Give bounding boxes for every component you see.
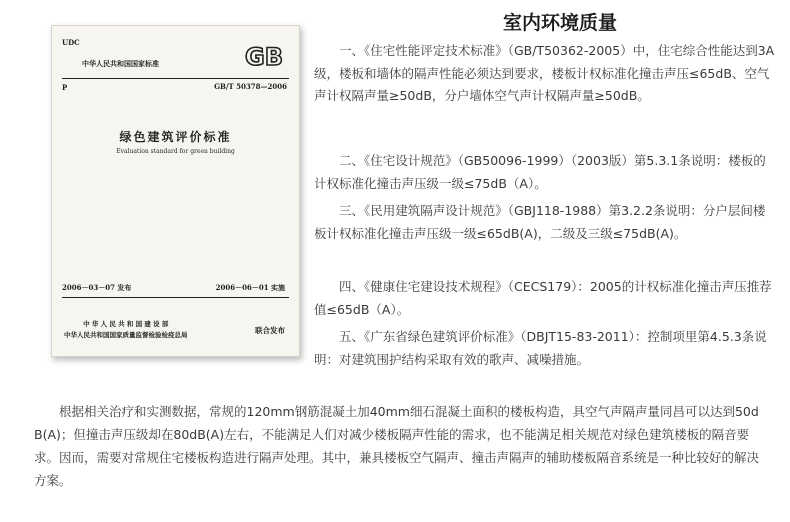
standard-item-3: 三、《民用建筑隔声设计规范》（GBJ118-1988）第3.2.2条说明：分户层间楼板计权标准化撞击声压级一级≤65dB(A)，二级及三级≤75dB(A)。 xyxy=(314,203,766,241)
cover-divider-bottom xyxy=(62,297,289,298)
cover-issuer-1: 中 华 人 民 共 和 国 建 设 部 xyxy=(83,320,169,328)
conclusion-paragraph: 根据相关治疗和实测数据，常规的120mm钢筋混凝土加40mm细石混凝土面积的楼板构造，具空气声隔声量同昌可以达到50dB(A)；但撞击声压级却在80dB(A)左右，不能满足人们对减少楼板隔声性能的需求，也不能满足相关规范对绿色建筑楼板的隔音要求。因而，需要对常规住宅楼板构造进行隔声处理。其中，兼具楼板空气隔声、撞击声隔声的辅助楼板隔音系统是一种比较好的解决方案。 xyxy=(34,404,760,488)
svg-text:GB: GB xyxy=(245,43,283,71)
cover-udc: UDC xyxy=(62,38,80,47)
standard-item-1: 一、《住宅性能评定技术标准》（GB/T50362-2005）中，住宅综合性能达到3A级，楼板和墙体的隔声性能必须达到要求，楼板计权标准化撞击声压≤65dB、空气声计权隔声量≥50dB，分户墙体空气声计权隔声量≥50dB。 xyxy=(314,43,775,103)
section-heading: 室内环境质量 xyxy=(502,12,617,34)
gb-logo xyxy=(243,41,285,71)
cover-title: 绿色建筑评价标准 xyxy=(119,130,232,144)
cover-category: P xyxy=(62,83,68,92)
cover-issuer-2: 中华人民共和国国家质量监督检验检疫总局 xyxy=(64,331,188,339)
cover-title-english: Evaluation standard for green building xyxy=(116,148,235,155)
cover-national-standard: 中华人民共和国国家标准 xyxy=(82,59,159,68)
cover-issuers xyxy=(64,319,188,341)
standard-item-4: 四、《健康住宅建设技术规程》（CECS179）：2005的计权标准化撞击声压推荐值≤65dB（A）。 xyxy=(314,279,772,317)
cover-standard-number: GB/T 50378—2006 xyxy=(214,82,287,91)
standard-item-5: 五、《广东省绿色建筑评价标准》（DBJT15-83-2011）：控制项里第4.5.3条说明：对建筑围护结构采取有效的歌声、减噪措施。 xyxy=(314,329,767,367)
cover-published-date: 2006－03－07 发布 xyxy=(62,283,132,292)
cover-divider-top xyxy=(62,78,289,79)
cover-joint-release: 联合发布 xyxy=(255,326,285,335)
cover-implemented-date: 2006－06－01 实施 xyxy=(215,283,285,292)
standard-item-2: 二、《住宅设计规范》（GB50096-1999）（2003版）第5.3.1条说明：楼板的计权标准化撞击声压级一级≤75dB（A）。 xyxy=(314,153,766,191)
standard-cover-image xyxy=(51,25,300,357)
